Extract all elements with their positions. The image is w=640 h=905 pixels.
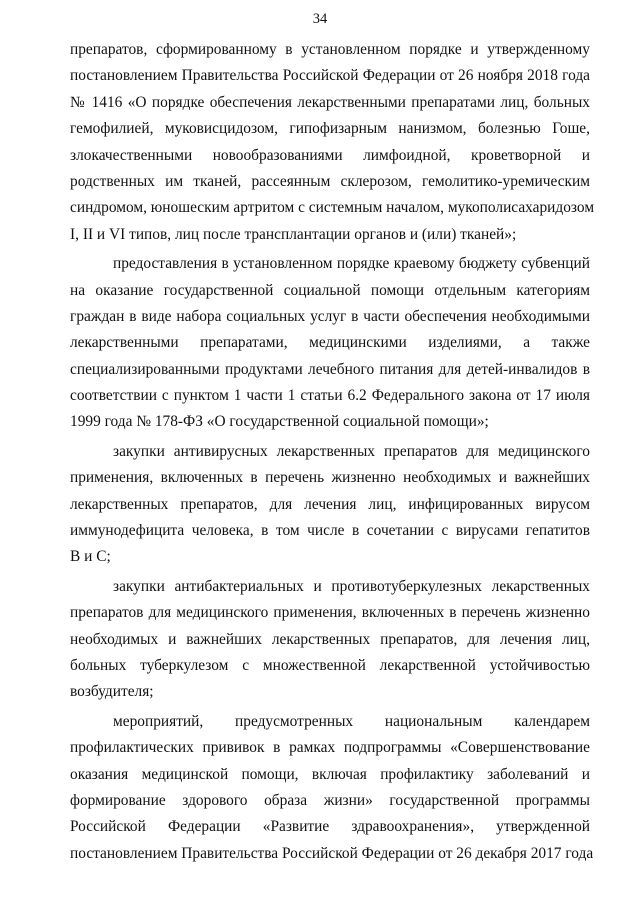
text-line: профилактических прививок в рамках подпрограммы «Совершенствование — [70, 739, 590, 757]
text-line: препаратов, сформированному в установленном порядке и утвержденному — [70, 41, 590, 58]
text-line: мероприятий, предусмотренных национальным календарем — [113, 712, 590, 730]
paragraph-vaccination — [70, 709, 594, 867]
paragraph-continuation — [70, 37, 595, 248]
document-body — [70, 37, 595, 867]
text-line: 1999 года № 178-ФЗ «О государственной социальной помощи»; — [70, 413, 489, 431]
text-line: предоставления в установленном порядке краевому бюджету субвенций — [113, 255, 590, 273]
text-line: специализированными продуктами лечебного питания для детей-инвалидов в — [70, 360, 590, 378]
text-line: постановлением Правительства Российской Федерации от 26 ноября 2018 года — [70, 67, 590, 85]
text-line: I, II и VI типов, лиц после трансплантации органов и (или) тканей»; — [70, 225, 517, 243]
page-number: 34 — [312, 11, 328, 27]
text-line: постановлением Правительства Российской Федерации от 26 декабря 2017 года — [70, 844, 594, 862]
text-line: родственных им тканей, рассеянным склерозом, гемолитико-уремическим — [70, 172, 590, 190]
text-line: синдромом, юношеским артритом с системным началом, мукополисахаридозом — [70, 199, 595, 217]
paragraph-antibacterial — [70, 574, 590, 706]
text-line: применения, включенных в перечень жизненно необходимых и важнейших — [70, 469, 590, 487]
text-line: оказания медицинской помощи, включая профилактику заболеваний и — [70, 765, 590, 783]
text-line: лекарственными препаратами, медицинскими изделиями, а также — [70, 334, 590, 352]
text-line: возбудителя; — [70, 683, 154, 701]
text-line: препаратов для медицинского применения, включенных в перечень жизненно — [70, 604, 590, 622]
text-line: иммунодефицита человека, в том числе в сочетании с вирусами гепатитов — [70, 522, 590, 540]
text-line: гемофилией, муковисцидозом, гипофизарным нанизмом, болезнью Гоше, — [70, 120, 590, 138]
text-line: формирование здорового образа жизни» государственной программы — [70, 791, 590, 809]
text-line: закупки антивирусных лекарственных препаратов для медицинского — [113, 442, 590, 460]
text-line: злокачественными новообразованиями лимфоидной, кроветворной и — [70, 146, 590, 164]
paragraph-subventions — [70, 251, 590, 436]
text-line: необходимых и важнейших лекарственных препаратов, для лечения лиц, — [70, 630, 590, 648]
text-line: больных туберкулезом с множественной лекарственной устойчивостью — [70, 656, 590, 674]
paragraph-antiviral — [70, 439, 590, 571]
text-line: на оказание государственной социальной помощи отдельным категориям — [70, 281, 590, 299]
text-line: № 1416 «О порядке обеспечения лекарственными препаратами лиц, больных — [70, 93, 590, 111]
text-line: лекарственных препаратов, для лечения лиц, инфицированных вирусом — [70, 495, 590, 513]
text-line: Российской Федерации «Развитие здравоохранения», утвержденной — [70, 818, 590, 836]
text-line: В и С; — [70, 548, 111, 566]
text-line: граждан в виде набора социальных услуг в части обеспечения необходимыми — [70, 307, 590, 325]
text-line: закупки антибактериальных и противотуберкулезных лекарственных — [113, 577, 590, 595]
text-line: соответствии с пунктом 1 части 1 статьи 6.2 Федерального закона от 17 июля — [70, 387, 590, 405]
